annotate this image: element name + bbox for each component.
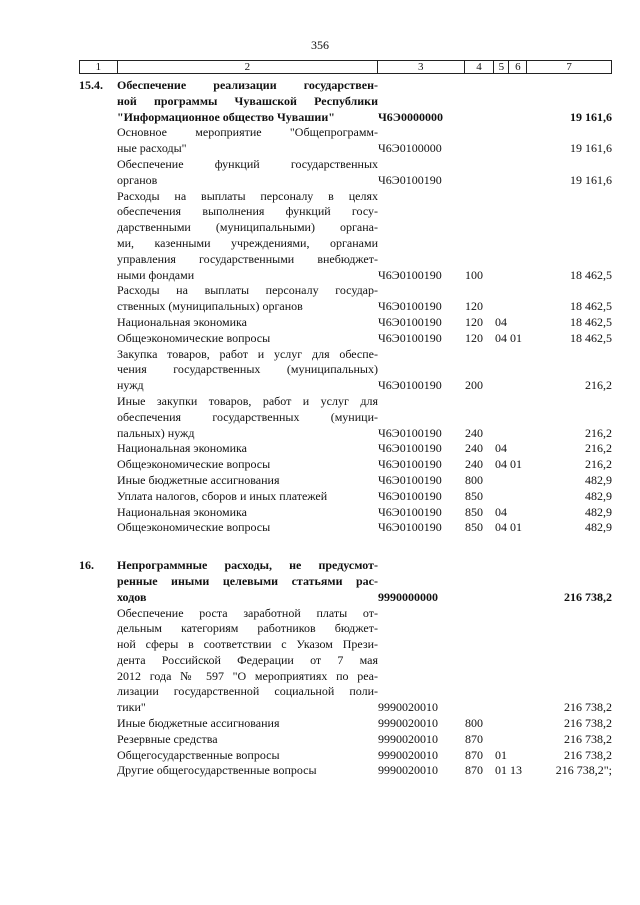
expense-type-cell	[465, 78, 495, 125]
description-line: пальных) нужд	[117, 425, 195, 440]
subsection-code-cell	[510, 505, 528, 521]
amount: 18 462,5	[570, 299, 612, 314]
section-code-cell	[495, 157, 510, 189]
amount: 216,2	[585, 457, 612, 472]
amount: 482,9	[585, 488, 612, 503]
table-row	[79, 716, 612, 732]
target-code-cell	[378, 457, 465, 473]
target-code-cell	[378, 505, 465, 521]
row-description	[117, 473, 378, 489]
description-line: чения государственных (муниципальных)	[117, 362, 378, 377]
table-row	[79, 763, 612, 779]
description-line: ренные иными целевыми статьями рас-	[117, 573, 378, 588]
target-code: Ч6Э0100190	[378, 299, 442, 314]
header-col-7: 7	[566, 61, 572, 73]
expense-type-cell	[465, 457, 495, 473]
expense-type-cell	[465, 473, 495, 489]
section-code-cell	[495, 606, 510, 717]
table-row	[79, 125, 612, 157]
target-code: Ч6Э0100190	[378, 441, 442, 456]
subsection-code-cell	[510, 125, 528, 157]
table-row	[79, 78, 612, 125]
section-code-cell	[495, 558, 510, 605]
table-row	[79, 505, 612, 521]
row-description	[117, 441, 378, 457]
expense-type: 200	[465, 378, 483, 393]
target-code: Ч6Э0100190	[378, 425, 442, 440]
subsection-code: 01	[510, 520, 522, 535]
description-line: лизации государственной социальной поли-	[117, 684, 378, 699]
subsection-code-cell	[510, 283, 528, 315]
table-row	[79, 441, 612, 457]
target-code-cell	[378, 157, 465, 189]
target-code: 9990000000	[378, 589, 438, 604]
target-code: Ч6Э0100190	[378, 172, 442, 187]
subsection-code-cell	[510, 763, 528, 779]
row-description	[117, 732, 378, 748]
target-code: Ч6Э0100190	[378, 520, 442, 535]
section-code-cell	[495, 441, 510, 457]
amount-cell	[528, 473, 612, 489]
amount: 18 462,5	[570, 267, 612, 282]
page-number: 356	[311, 38, 329, 52]
expense-type: 870	[465, 747, 483, 762]
expense-type-cell	[465, 394, 495, 441]
section-code-cell	[495, 716, 510, 732]
target-code: Ч6Э0100190	[378, 472, 442, 487]
table-header	[79, 60, 612, 74]
description-line: Обеспечение роста заработной платы от-	[117, 605, 378, 620]
section-code-cell	[495, 489, 510, 505]
subsection-code-cell	[510, 748, 528, 764]
subsection-code-cell	[510, 78, 528, 125]
row-number: 16.	[79, 558, 94, 573]
description-line: ственных (муниципальных) органов	[117, 299, 303, 314]
section-code-cell	[495, 763, 510, 779]
subsection-code-cell	[510, 331, 528, 347]
row-number	[79, 347, 117, 394]
target-code: 9990020010	[378, 763, 438, 778]
expense-type: 850	[465, 504, 483, 519]
budget-table	[79, 78, 612, 779]
row-number	[79, 732, 117, 748]
expense-type: 120	[465, 299, 483, 314]
expense-type-cell	[465, 520, 495, 536]
description-line: ными фондами	[117, 267, 195, 282]
description-line: обеспечения государственных (муници-	[117, 409, 378, 424]
amount-cell	[528, 125, 612, 157]
expense-type: 120	[465, 314, 483, 329]
table-row	[79, 520, 612, 536]
table-row	[79, 189, 612, 284]
description-line: дельным категориям работников бюджет-	[117, 621, 378, 636]
amount: 19 161,6	[570, 172, 612, 187]
target-code: Ч6Э0100190	[378, 488, 442, 503]
expense-type-cell	[465, 489, 495, 505]
section-code-cell	[495, 283, 510, 315]
row-description	[117, 125, 378, 157]
header-col-1: 1	[80, 61, 118, 73]
amount: 216,2	[585, 378, 612, 393]
amount: 216 738,2	[564, 700, 612, 715]
section-code: 04	[495, 330, 507, 345]
subsection-code-cell	[510, 732, 528, 748]
description-line: ми, казенными учреждениями, органами	[117, 235, 378, 250]
row-description	[117, 716, 378, 732]
amount: 482,9	[585, 472, 612, 487]
amount: 216 738,2	[564, 589, 612, 604]
expense-type: 800	[465, 472, 483, 487]
amount: 482,9	[585, 520, 612, 535]
target-code-cell	[378, 315, 465, 331]
amount-cell	[528, 606, 612, 717]
description-line: Национальная экономика	[117, 504, 247, 519]
description-line: обеспечения выполнения функций госу-	[117, 204, 378, 219]
table-row	[79, 283, 612, 315]
section-code: 01	[495, 747, 507, 762]
table-row	[79, 457, 612, 473]
description-line: дента Российской Федерации от 7 мая	[117, 652, 378, 667]
section-gap	[79, 536, 612, 558]
description-line: Расходы на выплаты персоналу государ-	[117, 283, 378, 298]
amount-cell	[528, 315, 612, 331]
section-code: 04	[495, 457, 507, 472]
amount: 19 161,6	[570, 109, 612, 124]
expense-type-cell	[465, 763, 495, 779]
subsection-code-cell	[510, 558, 528, 605]
amount-cell	[528, 347, 612, 394]
table-row	[79, 347, 612, 394]
row-number	[79, 283, 117, 315]
amount-cell	[528, 763, 612, 779]
description-line: нужд	[117, 378, 144, 393]
row-number	[79, 315, 117, 331]
amount: 216,2	[585, 441, 612, 456]
row-description	[117, 748, 378, 764]
subsection-code-cell	[510, 457, 528, 473]
amount-cell	[528, 157, 612, 189]
row-number	[79, 457, 117, 473]
subsection-code-cell	[510, 347, 528, 394]
description-line: Иные бюджетные ассигнования	[117, 472, 280, 487]
subsection-code-cell	[510, 473, 528, 489]
amount-cell	[528, 732, 612, 748]
row-number	[79, 441, 117, 457]
amount-cell	[528, 78, 612, 125]
description-line: Закупка товаров, работ и услуг для обеспе-	[117, 346, 378, 361]
description-line: Другие общегосударственные вопросы	[117, 763, 317, 778]
amount: 482,9	[585, 504, 612, 519]
expense-type: 850	[465, 488, 483, 503]
row-number	[79, 331, 117, 347]
expense-type-cell	[465, 189, 495, 284]
target-code: Ч6Э0100000	[378, 141, 442, 156]
amount-cell	[528, 489, 612, 505]
subsection-code-cell	[510, 489, 528, 505]
expense-type: 240	[465, 457, 483, 472]
row-description	[117, 763, 378, 779]
target-code-cell	[378, 125, 465, 157]
description-line: ной программы Чувашской Республики	[117, 93, 378, 108]
description-line: Национальная экономика	[117, 314, 247, 329]
description-line: Основное мероприятие "Общепрограмм-	[117, 125, 378, 140]
description-line: ходов	[117, 589, 147, 604]
target-code: Ч6Э0100190	[378, 314, 442, 329]
target-code: Ч6Э0100190	[378, 378, 442, 393]
row-description	[117, 347, 378, 394]
target-code-cell	[378, 347, 465, 394]
amount: 216 738,2	[564, 747, 612, 762]
amount-cell	[528, 716, 612, 732]
row-description	[117, 558, 378, 605]
expense-type-cell	[465, 558, 495, 605]
row-number	[79, 606, 117, 717]
row-number: 15.4.	[79, 78, 103, 92]
target-code: Ч6Э0100190	[378, 504, 442, 519]
row-description	[117, 505, 378, 521]
expense-type-cell	[465, 606, 495, 717]
row-description	[117, 606, 378, 717]
amount: 18 462,5	[570, 314, 612, 329]
target-code-cell	[378, 748, 465, 764]
expense-type: 120	[465, 330, 483, 345]
header-col-3: 3	[378, 61, 465, 73]
target-code-cell	[378, 520, 465, 536]
target-code: 9990020010	[378, 716, 438, 731]
expense-type-cell	[465, 347, 495, 394]
table-row	[79, 315, 612, 331]
amount-cell	[528, 748, 612, 764]
expense-type-cell	[465, 505, 495, 521]
row-number	[79, 189, 117, 284]
target-code-cell	[378, 78, 465, 125]
header-col-6: 6	[509, 61, 527, 73]
subsection-code-cell	[510, 189, 528, 284]
section-code-cell	[495, 473, 510, 489]
description-line: дарственными (муниципальными) органа-	[117, 220, 378, 235]
section-code-cell	[495, 748, 510, 764]
description-line: органов	[117, 172, 158, 187]
expense-type-cell	[465, 732, 495, 748]
row-number	[79, 505, 117, 521]
section-code-cell	[495, 732, 510, 748]
subsection-code-cell	[510, 520, 528, 536]
target-code: Ч6Э0000000	[378, 109, 443, 124]
subsection-code: 13	[510, 763, 522, 778]
description-line: Уплата налогов, сборов и иных платежей	[117, 488, 328, 503]
row-number	[79, 520, 117, 536]
section-code: 04	[495, 441, 507, 456]
section-code: 04	[495, 520, 507, 535]
table-row	[79, 748, 612, 764]
expense-type-cell	[465, 283, 495, 315]
target-code: 9990020010	[378, 700, 438, 715]
amount-cell	[528, 558, 612, 605]
table-row	[79, 394, 612, 441]
target-code: Ч6Э0100190	[378, 267, 442, 282]
header-col-5: 5	[494, 61, 509, 73]
description-line: Общеэкономические вопросы	[117, 330, 271, 345]
table-row	[79, 473, 612, 489]
description-line: ные расходы"	[117, 141, 187, 156]
row-description	[117, 489, 378, 505]
target-code: 9990020010	[378, 747, 438, 762]
amount-cell	[528, 457, 612, 473]
row-description	[117, 157, 378, 189]
description-line: 2012 года № 597 "О мероприятиях по реа-	[117, 668, 378, 683]
description-line: Обеспечение реализации государствен-	[117, 78, 378, 92]
expense-type: 800	[465, 716, 483, 731]
table-row	[79, 558, 612, 605]
description-line: управления государственными внебюджет-	[117, 251, 378, 266]
row-number	[79, 473, 117, 489]
row-description	[117, 78, 378, 125]
description-line: ной сферы в соответствии с Указом Прези-	[117, 637, 378, 652]
table-row	[79, 489, 612, 505]
expense-type-cell	[465, 716, 495, 732]
expense-type-cell	[465, 315, 495, 331]
description-line: тики"	[117, 700, 146, 715]
section-code-cell	[495, 189, 510, 284]
row-number	[79, 157, 117, 189]
row-description	[117, 520, 378, 536]
section-code-cell	[495, 78, 510, 125]
target-code-cell	[378, 763, 465, 779]
description-line: Общеэкономические вопросы	[117, 520, 271, 535]
target-code: Ч6Э0100190	[378, 330, 442, 345]
target-code-cell	[378, 489, 465, 505]
amount: 18 462,5	[570, 330, 612, 345]
subsection-code: 01	[510, 457, 522, 472]
row-description	[117, 331, 378, 347]
amount-cell	[528, 394, 612, 441]
amount: 19 161,6	[570, 141, 612, 156]
subsection-code-cell	[510, 606, 528, 717]
amount-cell	[528, 331, 612, 347]
section-code-cell	[495, 394, 510, 441]
section-code: 04	[495, 314, 507, 329]
row-number	[79, 763, 117, 779]
row-number	[79, 489, 117, 505]
expense-type-cell	[465, 125, 495, 157]
row-number	[79, 394, 117, 441]
description-line: Резервные средства	[117, 731, 218, 746]
section-code: 01	[495, 763, 507, 778]
description-line: "Информационное общество Чувашии"	[117, 109, 335, 124]
expense-type: 870	[465, 763, 483, 778]
table-row	[79, 331, 612, 347]
row-description	[117, 189, 378, 284]
amount-cell	[528, 441, 612, 457]
target-code-cell	[378, 558, 465, 605]
target-code-cell	[378, 331, 465, 347]
subsection-code-cell	[510, 394, 528, 441]
description-line: Непрограммные расходы, не предусмот-	[117, 558, 378, 573]
target-code-cell	[378, 283, 465, 315]
amount-cell	[528, 283, 612, 315]
header-col-4: 4	[465, 61, 495, 73]
table-row	[79, 732, 612, 748]
section-code-cell	[495, 457, 510, 473]
expense-type: 870	[465, 731, 483, 746]
row-number	[79, 716, 117, 732]
amount: 216,2	[585, 425, 612, 440]
expense-type: 240	[465, 441, 483, 456]
description-line: Иные бюджетные ассигнования	[117, 716, 280, 731]
row-number	[79, 748, 117, 764]
subsection-code-cell	[510, 441, 528, 457]
expense-type-cell	[465, 441, 495, 457]
row-description	[117, 315, 378, 331]
target-code-cell	[378, 441, 465, 457]
section-code-cell	[495, 520, 510, 536]
expense-type: 240	[465, 425, 483, 440]
section-code-cell	[495, 331, 510, 347]
section-code-cell	[495, 315, 510, 331]
section-code-cell	[495, 505, 510, 521]
description-line: Общеэкономические вопросы	[117, 457, 271, 472]
amount: 216 738,2	[564, 731, 612, 746]
amount: 216 738,2	[564, 716, 612, 731]
amount-cell	[528, 189, 612, 284]
description-line: Расходы на выплаты персоналу в целях	[117, 188, 378, 203]
target-code-cell	[378, 716, 465, 732]
expense-type-cell	[465, 157, 495, 189]
expense-type-cell	[465, 331, 495, 347]
row-description	[117, 457, 378, 473]
row-description	[117, 394, 378, 441]
target-code: Ч6Э0100190	[378, 457, 442, 472]
expense-type: 100	[465, 267, 483, 282]
subsection-code: 01	[510, 330, 522, 345]
description-line: Национальная экономика	[117, 441, 247, 456]
expense-type: 850	[465, 520, 483, 535]
description-line: Обеспечение функций государственных	[117, 156, 378, 171]
subsection-code-cell	[510, 315, 528, 331]
section-code-cell	[495, 347, 510, 394]
target-code: 9990020010	[378, 731, 438, 746]
target-code-cell	[378, 189, 465, 284]
amount-cell	[528, 505, 612, 521]
row-description	[117, 283, 378, 315]
target-code-cell	[378, 606, 465, 717]
target-code-cell	[378, 473, 465, 489]
header-col-2: 2	[118, 61, 378, 73]
target-code-cell	[378, 732, 465, 748]
row-number	[79, 125, 117, 157]
description-line: Иные закупки товаров, работ и услуг для	[117, 393, 378, 408]
table-row	[79, 606, 612, 717]
target-code-cell	[378, 394, 465, 441]
amount-cell	[528, 520, 612, 536]
section-code-cell	[495, 125, 510, 157]
section-code: 04	[495, 504, 507, 519]
amount: 216 738,2";	[555, 763, 612, 778]
description-line: Общегосударственные вопросы	[117, 747, 280, 762]
subsection-code-cell	[510, 716, 528, 732]
table-row	[79, 157, 612, 189]
subsection-code-cell	[510, 157, 528, 189]
expense-type-cell	[465, 748, 495, 764]
